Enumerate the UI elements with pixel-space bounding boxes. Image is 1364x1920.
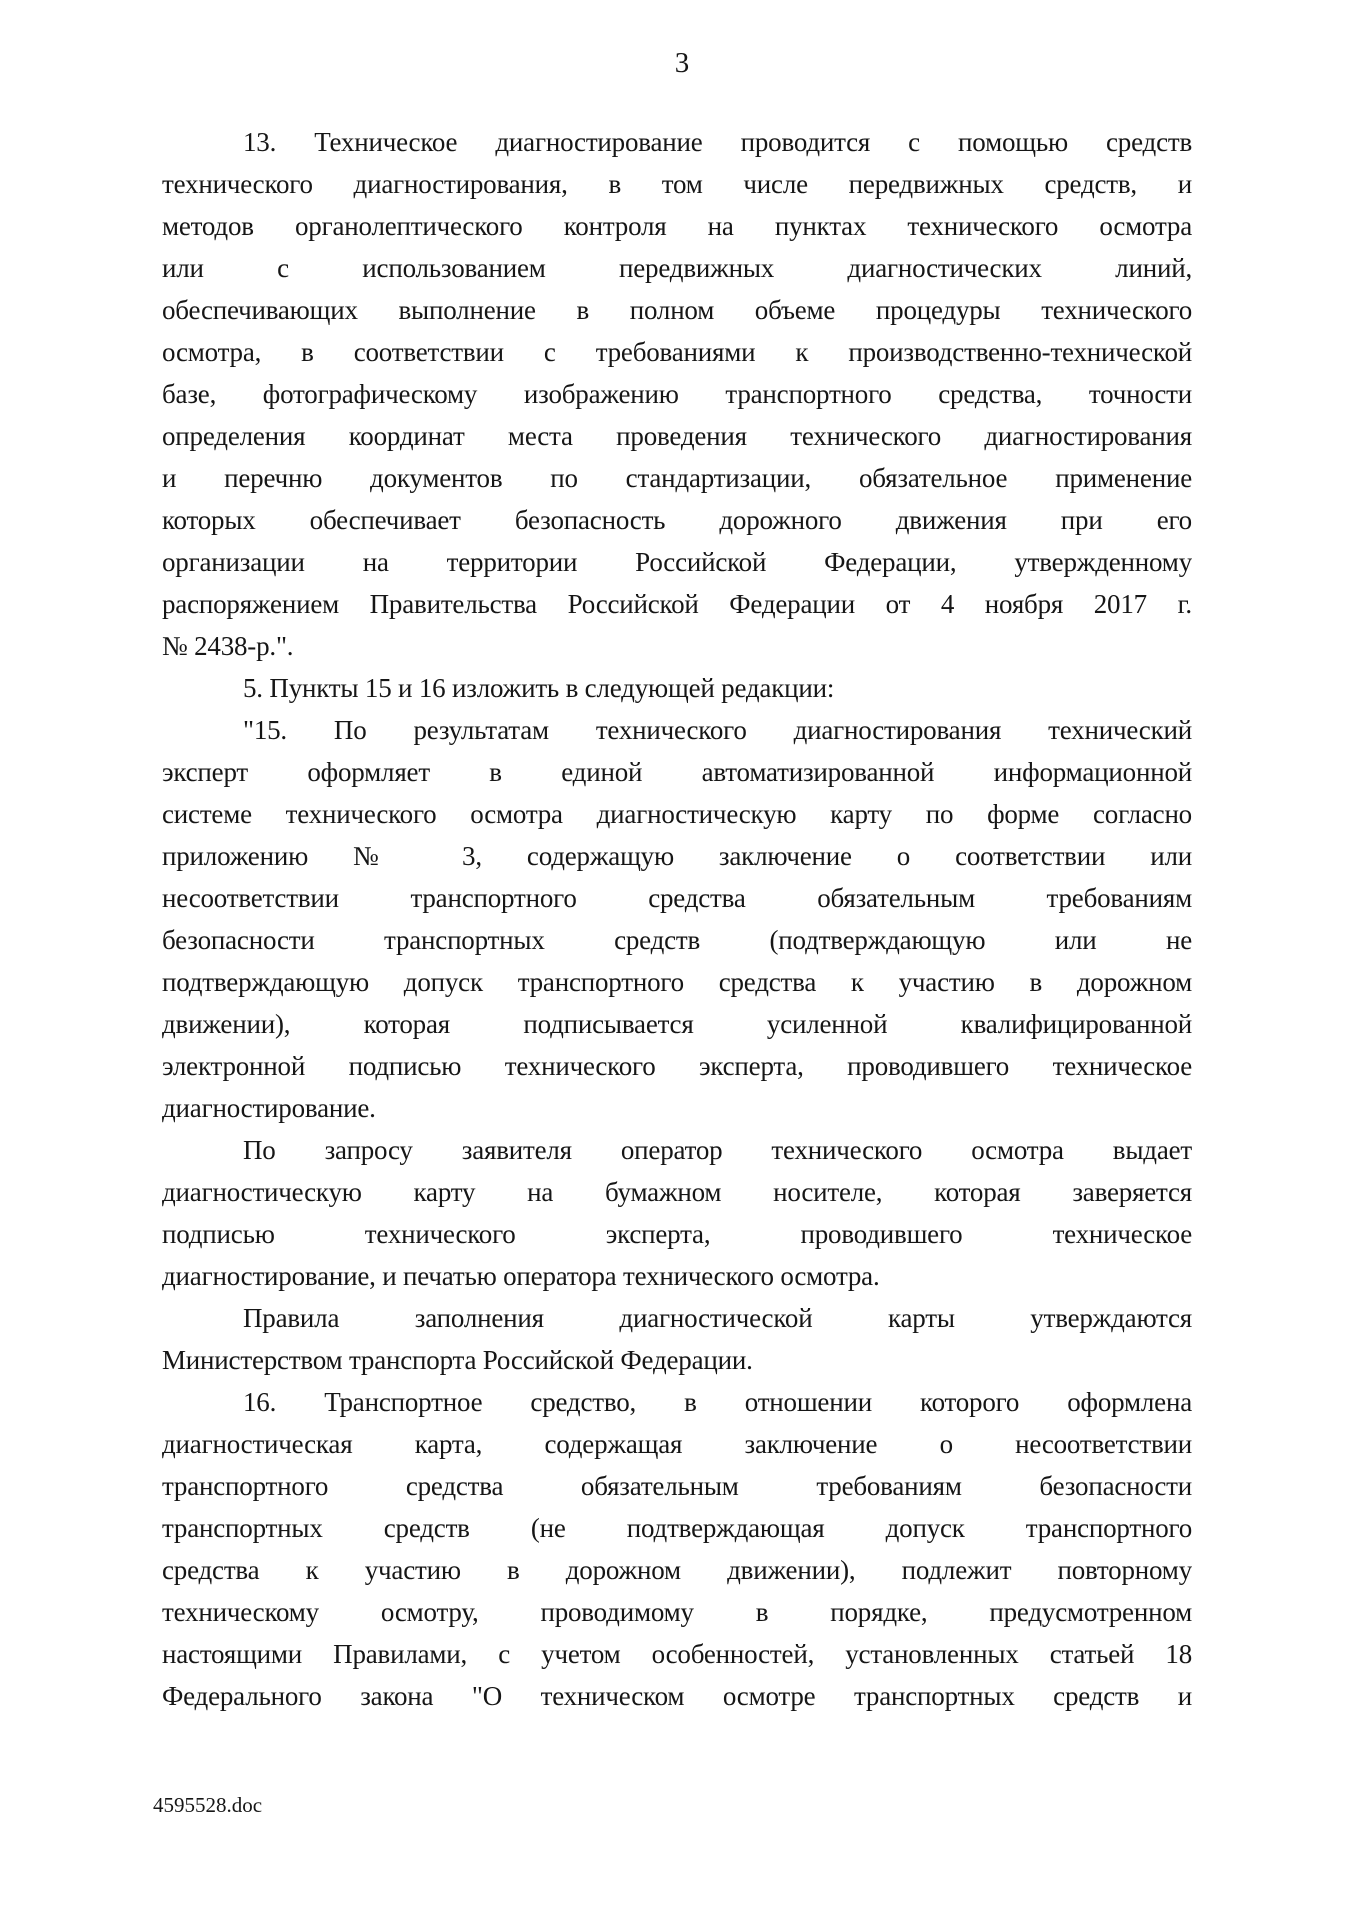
text-line: диагностирование, и печатью оператора технического осмотра. <box>162 1261 880 1291</box>
text-line: несоответствии транспортного средства обязательным требованиям <box>162 883 1192 913</box>
text-line: технического диагностирования, в том числе передвижных средств, и <box>162 169 1192 199</box>
page-number: 3 <box>674 47 690 79</box>
text-line: настоящими Правилами, с учетом особенностей, установленных статьей 18 <box>162 1639 1192 1669</box>
text-line: определения координат места проведения технического диагностирования <box>162 421 1192 451</box>
text-line: диагностическую карту на бумажном носителе, которая заверяется <box>162 1177 1192 1207</box>
text-line: По запросу заявителя оператор технического осмотра выдает <box>243 1135 1192 1165</box>
paragraph <box>162 667 1192 709</box>
text-line: обеспечивающих выполнение в полном объеме процедуры технического <box>162 295 1192 325</box>
text-line: средства к участию в дорожном движении), подлежит повторному <box>162 1555 1192 1585</box>
footer-filename: 4595528.doc <box>153 1793 263 1817</box>
text-block <box>162 121 1192 1717</box>
paragraph <box>162 1297 1192 1381</box>
text-line: безопасности транспортных средств (подтверждающую или не <box>162 925 1192 955</box>
text-line: Министерством транспорта Российской Федерации. <box>162 1345 753 1375</box>
text-line: транспортных средств (не подтверждающая допуск транспортного <box>162 1513 1192 1543</box>
text-line: распоряжением Правительства Российской Федерации от 4 ноября 2017 г. <box>162 589 1192 619</box>
text-line: базе, фотографическому изображению транспортного средства, точности <box>162 379 1192 409</box>
text-line: и перечню документов по стандартизации, обязательное применение <box>162 463 1192 493</box>
text-line: "15. По результатам технического диагностирования технический <box>243 715 1192 745</box>
text-line: № 2438-р.". <box>162 631 294 661</box>
text-line: диагностическая карта, содержащая заключение о несоответствии <box>162 1429 1192 1459</box>
text-line: подтверждающую допуск транспортного средства к участию в дорожном <box>162 967 1192 997</box>
text-line: 13. Техническое диагностирование проводится с помощью средств <box>243 127 1192 157</box>
text-line: транспортного средства обязательным требованиям безопасности <box>162 1471 1192 1501</box>
text-line: подписью технического эксперта, проводившего техническое <box>162 1219 1192 1249</box>
text-line: эксперт оформляет в единой автоматизированной информационной <box>162 757 1192 787</box>
text-line: организации на территории Российской Федерации, утвержденному <box>162 547 1192 577</box>
text-line: которых обеспечивает безопасность дорожного движения при его <box>162 505 1192 535</box>
text-line: Правила заполнения диагностической карты утверждаются <box>243 1303 1192 1333</box>
text-line: приложению № 3, содержащую заключение о соответствии или <box>162 841 1192 871</box>
text-line: 16. Транспортное средство, в отношении которого оформлена <box>243 1387 1192 1417</box>
text-line: 5. Пункты 15 и 16 изложить в следующей редакции: <box>243 673 835 703</box>
paragraph <box>162 709 1192 1129</box>
text-line: методов органолептического контроля на пунктах технического осмотра <box>162 211 1192 241</box>
text-line: осмотра, в соответствии с требованиями к производственно-технической <box>162 337 1192 367</box>
text-line: движении), которая подписывается усиленной квалифицированной <box>162 1009 1192 1039</box>
text-line: системе технического осмотра диагностическую карту по форме согласно <box>162 799 1192 829</box>
paragraph <box>162 121 1192 667</box>
text-line: или с использованием передвижных диагностических линий, <box>162 253 1192 283</box>
text-line: диагностирование. <box>162 1093 376 1123</box>
paragraph <box>162 1381 1192 1717</box>
paragraph <box>162 1129 1192 1297</box>
text-line: электронной подписью технического эксперта, проводившего техническое <box>162 1051 1192 1081</box>
text-line: техническому осмотру, проводимому в порядке, предусмотренном <box>162 1597 1192 1627</box>
text-line: Федерального закона "О техническом осмотре транспортных средств и <box>162 1681 1192 1711</box>
